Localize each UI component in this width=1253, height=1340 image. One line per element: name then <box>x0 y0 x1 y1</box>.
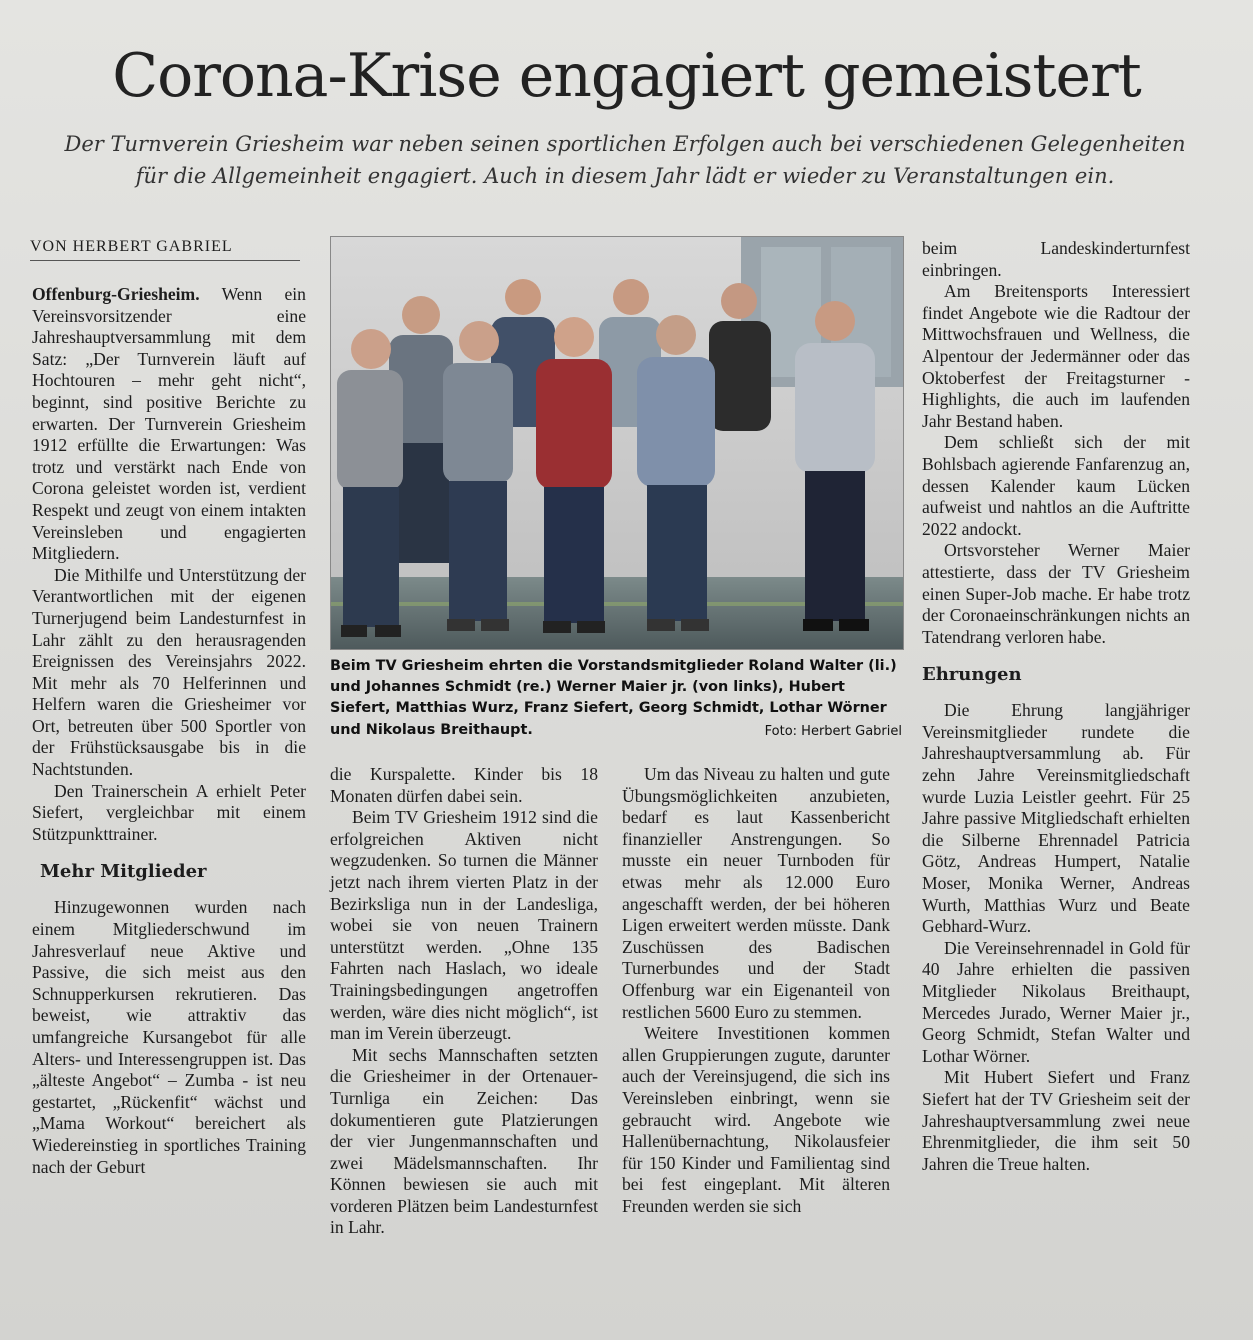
group-photo <box>330 236 904 650</box>
photo-illustration <box>331 237 903 649</box>
byline-text: VON HERBERT GABRIEL <box>30 238 233 255</box>
section-heading-mehr-mitglieder: Mehr Mitglieder <box>40 861 207 883</box>
subheadline: Der Turnverein Griesheim war neben seinen sportlichen Erfolgen auch bei verschiedenen Gelegenheiten für die Allgemeinheit engagiert. Auch in diesem Jahr lädt er wieder zu Veranstaltungen ein. <box>64 132 1186 188</box>
paragraph: Am Breitensports Interessiert findet Angebote wie die Radtour der Mittwochsfrauen und Wellness, die Alpentour der Jedermänner oder das Oktoberfest der Freitagsturner - Highlights, die auch im laufenden Jahr Bestand haben. <box>922 281 1190 431</box>
paragraph: Mit Hubert Siefert und Franz Siefert hat der TV Griesheim seit der Jahreshauptversammlung zwei neue Ehrenmitglieder, die ihm seit 50 Jahren die Treue halten. <box>922 1067 1190 1174</box>
paragraph: Die Vereinsehrennadel in Gold für 40 Jahre erhielten die passiven Mitglieder Nikolaus Breithaupt, Mercedes Jurado, Werner Maier jr., Georg Schmidt, Stefan Walter und Lothar Wörner. <box>922 937 1190 1066</box>
paragraph: beim Landeskinderturnfest einbringen. <box>922 238 1190 280</box>
photo-caption <box>330 656 902 742</box>
paragraph: Um das Niveau zu halten und gute Übungsmöglichkeiten anzubieten, bedarf es laut Kassenbericht finanzieller Anstrengungen. So musste ein neuer Turnboden für etwas mehr als 12.000 Euro angeschafft werden, der bei höheren Ligen erweitert werden müsste. Dank Zuschüssen des Badischen Turnerbundes und der Stadt Offenburg war ein Eigenanteil von restlichen 5600 Euro zu stemmen. <box>622 764 890 1022</box>
paragraph-text: Wenn ein Vereinsvorsitzender eine Jahreshauptversammlung mit dem Satz: „Der Turnverein läuft auf Hochtouren – mehr geht nicht“, beginnt, sind positive Berichte zu erwarten. Der Turnverein Griesheim 1912 erfüllte die Erwartungen: Was trotz und verstärkt nach Ende von Corona geleistet worden ist, verdient Respekt und zeugt von einem intakten Vereinsleben und engagierten Mitgliedern. <box>32 284 306 564</box>
photo-caption-text: Beim TV Griesheim ehrten die Vorstandsmitglieder Roland Walter (li.) und Johannes Schmidt (re.) Werner Maier jr. (von links), Hubert Siefert, Matthias Wurz, Franz Siefert, Georg Schmidt, Lothar Wörner und Nikolaus Breithaupt. <box>330 658 897 738</box>
article-column-2 <box>330 764 598 1239</box>
paragraph: Hinzugewonnen wurden nach einem Mitgliederschwund im Jahresverlauf neue Aktive und Passive, die sich meist aus den Schnupperkursen rekrutieren. Das beweist, wie attraktiv das umfangreiche Kursangebot für alle Alters- und Interessengruppen ist. Das „älteste Angebot“ – Zumba - ist neu gestartet, „Rückenfit“ wächst und „Mama Workout“ bereichert als Wiedereinstieg in sportliches Training nach der Geburt <box>32 897 306 1177</box>
article-column-3 <box>622 764 890 1217</box>
section-heading-ehrungen: Ehrungen <box>922 664 1022 686</box>
paragraph: Den Trainerschein A erhielt Peter Siefert, vergleichbar mit einem Stützpunkttrainer. <box>32 780 306 844</box>
article-column-1 <box>32 284 306 1178</box>
article-column-4 <box>922 238 1190 1175</box>
paragraph: Beim TV Griesheim 1912 sind die erfolgreichen Aktiven nicht wegzudenken. So turnen die Männer jetzt nach ihrem vierten Platz in der Bezirksliga nun in der Landesliga, wobei sie von neuen Trainern unterstützt werden. „Ohne 135 Fahrten nach Haslach, wo ideale Trainingsbedingungen angetroffen werden, wäre dies nicht möglich“, ist man im Verein überzeugt. <box>330 807 598 1044</box>
paragraph: Mit sechs Mannschaften setzten die Griesheimer in der Ortenauer-Turnliga ein Zeichen: Das dokumentieren gute Platzierungen der vier Jungenmannschaften und zwei Mädelsmannschaften. Ihr Können bewiesen sie auch mit vorderen Plätzen beim Landesturnfest in Lahr. <box>330 1044 598 1238</box>
paragraph: Ortsvorsteher Werner Maier attestierte, dass der TV Griesheim einen Super-Job mache. Er habe trotz der Coronaeinschränkungen nichts an Tatendrang verloren habe. <box>922 540 1190 647</box>
byline <box>30 238 300 261</box>
paragraph: Dem schließt sich der mit Bohlsbach agierende Fanfarenzug an, dessen Kalender kaum Lücken aufweist und nahtlos an die Auftritte 2022 andockt. <box>922 432 1190 539</box>
dateline: Offenburg-Griesheim. <box>32 284 200 304</box>
paragraph: Weitere Investitionen kommen allen Gruppierungen zugute, darunter auch der Vereinsjugend, die sich ins Vereinsleben einbringt, wenn sie gebraucht wird. Angebote wie Hallenübernachtung, Nikolausfeier für 150 Kinder und Familientag sind bei fest eingeplant. Mit älteren Freunden werden sie sich <box>622 1023 890 1216</box>
paragraph: die Kurspalette. Kinder bis 18 Monaten dürfen dabei sein. <box>330 764 598 806</box>
paragraph: Die Mithilfe und Unterstützung der Verantwortlichen mit der eigenen Turnerjugend beim Landesturnfest in Lahr zählt zu den herausragenden Ereignissen des Vereinsjahrs 2022. Mit mehr als 70 Helferinnen und Helfern waren die Griesheimer vor Ort, betreuten über 500 Sportler von der Frühstücksausgabe bis in die Nachtstunden. <box>32 564 306 780</box>
headline: Corona-Krise engagiert gemeistert <box>112 41 1141 111</box>
photo-credit: Foto: Herbert Gabriel <box>764 723 902 739</box>
paragraph <box>32 284 306 565</box>
paragraph: Die Ehrung langjähriger Vereinsmitglieder rundete die Jahreshauptversammlung ab. Für zehn Jahre Vereinsmitgliedschaft wurde Luzia Leistler geehrt. Für 25 Jahre passive Mitgliedschaft erhielten die Silberne Ehrennadel Patricia Götz, Andreas Humpert, Natalie Moser, Monika Werner, Andreas Wurth, Matthias Wurz und Beate Gebhard-Wurz. <box>922 700 1190 937</box>
